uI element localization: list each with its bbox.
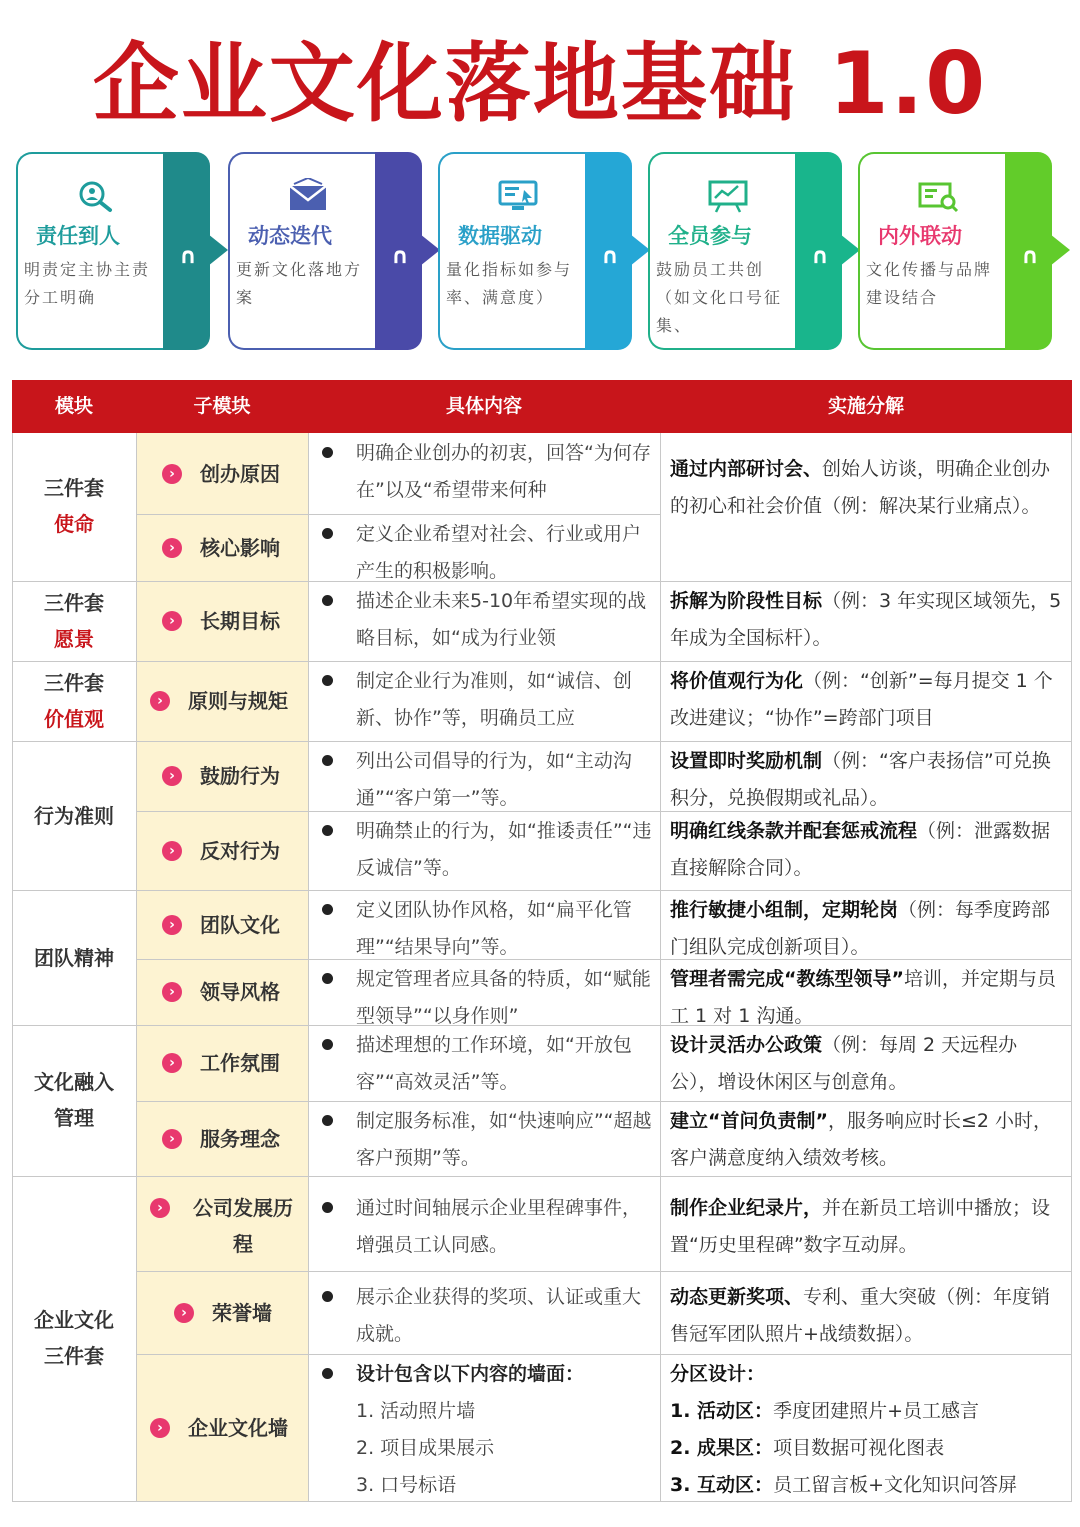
impl-highlight: 拆解为阶段性目标	[670, 590, 823, 612]
card-search-icon	[916, 178, 960, 214]
module-vision	[12, 585, 136, 657]
impl-cell	[660, 581, 1072, 661]
impl-text: ，服务响应时长≤2 小时，客户满意度纳入绩效考核。	[670, 1110, 1053, 1169]
module-label: 文化融入	[34, 1070, 114, 1094]
impl-highlight: 推行敏捷小组制，定期轮岗	[670, 899, 899, 921]
impl-text: （例：“创新”=每月提交 1 个改进建议；“协作”=跨部门项目	[670, 670, 1053, 729]
submodule-label: 创办原因	[200, 461, 280, 486]
submodule-label: 企业文化墙	[188, 1416, 288, 1440]
arrow-right-icon	[420, 234, 440, 266]
chevron-right-icon: ›	[162, 766, 182, 786]
impl-text: 培训，并定期与员工 1 对 1 沟通。	[670, 968, 1056, 1025]
submodule-cell	[136, 1271, 308, 1354]
impl-text: （例：“客户表扬信”可兑换积分，兑换假期或礼品）。	[670, 750, 1051, 809]
flow-card-participation	[648, 152, 848, 350]
module-label: 三件套	[44, 591, 104, 615]
impl-highlight: 管理者需完成“教练型领导”	[670, 968, 904, 990]
module-label: 三件套	[44, 476, 104, 500]
content-cell	[308, 890, 660, 959]
submodule-cell	[136, 959, 308, 1025]
bullet-icon	[322, 973, 333, 984]
impl-cell	[660, 1025, 1072, 1101]
content-cell	[308, 514, 660, 581]
arrow-right-icon	[1050, 234, 1070, 266]
header-implementation: 实施分解	[827, 395, 904, 417]
impl-highlight: 将价值观行为化	[670, 670, 804, 692]
content-cell	[308, 581, 660, 661]
content-item: 1. 活动照片墙	[356, 1400, 476, 1422]
submodule-cell	[136, 1025, 308, 1101]
content-cell	[308, 1354, 660, 1502]
header-content: 具体内容	[445, 395, 522, 417]
submodule-label: 原则与规矩	[188, 689, 288, 713]
submodule-cell	[136, 433, 308, 514]
flow-card-linkage	[858, 152, 1058, 350]
content-text: 明确禁止的行为，如“推诿责任”“违反诚信”等。	[356, 820, 652, 879]
module-mission	[12, 470, 136, 542]
impl-text: 创始人访谈，明确企业创办的初心和社会价值（例：解决某行业痛点）。	[670, 458, 1051, 517]
monitor-cursor-icon	[496, 178, 540, 214]
submodule-label: 领导风格	[200, 980, 280, 1004]
submodule-label: 长期目标	[200, 609, 280, 633]
module-label-highlight: 价值观	[44, 707, 104, 731]
module-label: 行为准则	[34, 804, 114, 828]
content-cell	[308, 1271, 660, 1354]
flow-card-body	[228, 152, 378, 350]
arch-icon: ∩	[601, 244, 619, 269]
bullet-icon	[322, 904, 333, 915]
impl-text: 专利、重大突破（例：年度销售冠军团队照片+战绩数据）。	[670, 1286, 1051, 1345]
content-text: 展示企业获得的奖项、认证或重大成就。	[356, 1286, 642, 1345]
impl-text: （例：3 年实现区域领先，5 年成为全国标杆）。	[670, 590, 1062, 649]
impl-item-label: 1. 活动区：	[670, 1400, 774, 1422]
module-label-highlight: 愿景	[54, 627, 94, 651]
flow-card-desc: 量化指标如参与率、满意度）	[446, 260, 573, 307]
module-management	[12, 1064, 136, 1136]
content-title: 设计包含以下内容的墙面：	[356, 1363, 585, 1385]
flow-card-desc: 文化传播与品牌建设结合	[866, 260, 993, 307]
impl-cell	[660, 433, 1072, 581]
impl-item-text: 项目数据可视化图表	[773, 1437, 945, 1459]
content-cell	[308, 741, 660, 811]
impl-highlight: 制作企业纪录片，	[670, 1197, 823, 1219]
impl-cell	[660, 959, 1072, 1025]
magnifier-person-icon	[74, 178, 118, 214]
flow-card-responsibility	[16, 152, 216, 350]
impl-text: （例：泄露数据直接解除合同）。	[670, 820, 1051, 879]
impl-cell	[660, 741, 1072, 811]
flow-card-title: 动态迭代	[248, 224, 332, 248]
impl-text: （例：每季度跨部门组队完成创新项目）。	[670, 899, 1051, 958]
content-text: 制定服务标准，如“快速响应”“超越客户预期”等。	[356, 1110, 652, 1169]
impl-cell	[660, 1176, 1072, 1271]
submodule-cell	[136, 661, 308, 741]
impl-text: 并在新员工培训中播放；设置“历史里程碑”数字互动屏。	[670, 1197, 1051, 1256]
impl-highlight: 动态更新奖项、	[670, 1286, 804, 1308]
impl-highlight: 明确红线条款并配套惩戒流程	[670, 820, 918, 842]
chevron-right-icon: ›	[150, 1418, 170, 1438]
content-text: 通过时间轴展示企业里程碑事件，增强员工认同感。	[356, 1197, 642, 1256]
flow-card-desc: 明责定主协主责分工明确	[24, 260, 151, 307]
bullet-icon	[322, 1039, 333, 1050]
impl-highlight: 设计灵活办公政策	[670, 1034, 823, 1056]
arch-icon: ∩	[179, 244, 197, 269]
impl-cell	[660, 1354, 1072, 1502]
impl-cell	[660, 890, 1072, 959]
content-cell	[308, 1025, 660, 1101]
impl-cell	[660, 1101, 1072, 1176]
table-header	[12, 380, 1072, 433]
arch-icon: ∩	[1021, 244, 1039, 269]
chevron-right-icon: ›	[162, 915, 182, 935]
impl-text: （例：每周 2 天远程办公），增设休闲区与创意角。	[670, 1034, 1018, 1093]
flow-card-title: 数据驱动	[458, 224, 542, 248]
submodule-cell	[136, 890, 308, 959]
bullet-icon	[322, 1291, 333, 1302]
flow-card-body	[648, 152, 798, 350]
content-cell	[308, 1101, 660, 1176]
impl-cell	[660, 811, 1072, 890]
module-conduct	[12, 798, 136, 834]
submodule-label: 核心影响	[200, 535, 280, 560]
flow-card-data-driven	[438, 152, 638, 350]
arch-icon: ∩	[391, 244, 409, 269]
module-label: 管理	[54, 1106, 94, 1130]
flow-card-title: 内外联动	[878, 224, 962, 248]
content-item: 2. 项目成果展示	[356, 1437, 495, 1459]
bullet-icon	[322, 1368, 333, 1379]
bullet-icon	[322, 1202, 333, 1213]
content-text: 描述企业未来5-10年希望实现的战略目标，如“成为行业领	[356, 590, 647, 649]
page-title: 企业文化落地基础 1.0	[92, 34, 988, 134]
impl-highlight: 设置即时奖励机制	[670, 750, 823, 772]
content-text: 制定企业行为准则，如“诚信、创新、协作”等，明确员工应	[356, 670, 632, 729]
submodule-cell	[136, 581, 308, 661]
module-label: 三件套	[44, 671, 104, 695]
submodule-label: 公司发展历程	[193, 1196, 293, 1256]
chevron-right-icon: ›	[162, 841, 182, 861]
envelope-icon	[286, 178, 330, 214]
header-module: 模块	[54, 395, 93, 417]
submodule-label: 荣誉墙	[212, 1300, 272, 1325]
content-text: 列出公司倡导的行为，如“主动沟通”“客户第一”等。	[356, 750, 632, 809]
content-cell	[308, 433, 660, 514]
arrow-right-icon	[840, 234, 860, 266]
chevron-right-icon: ›	[162, 611, 182, 631]
bullet-icon	[322, 675, 333, 686]
impl-highlight: 通过内部研讨会、	[670, 458, 823, 480]
content-cell	[308, 959, 660, 1025]
submodule-cell	[136, 741, 308, 811]
submodule-label: 团队文化	[200, 912, 280, 937]
impl-item-text: 季度团建照片+员工感言	[773, 1400, 979, 1422]
content-text: 描述理想的工作环境，如“开放包容”“高效灵活”等。	[356, 1034, 632, 1093]
module-label-highlight: 使命	[54, 512, 94, 536]
chevron-right-icon: ›	[150, 691, 170, 711]
chevron-right-icon: ›	[162, 1129, 182, 1149]
bullet-icon	[322, 528, 333, 539]
module-label: 三件套	[44, 1344, 104, 1368]
submodule-label: 服务理念	[200, 1126, 280, 1151]
impl-highlight: 建立“首问负责制”	[670, 1110, 828, 1132]
module-label: 团队精神	[34, 946, 114, 970]
content-cell	[308, 1176, 660, 1271]
submodule-cell	[136, 1101, 308, 1176]
impl-item-label: 2. 成果区：	[670, 1437, 774, 1459]
bullet-icon	[322, 1115, 333, 1126]
submodule-label: 反对行为	[200, 838, 280, 863]
impl-cell	[660, 661, 1072, 741]
chevron-right-icon: ›	[174, 1303, 194, 1323]
bullet-icon	[322, 755, 333, 766]
flow-card-desc: 鼓励员工共创（如文化口号征集、	[656, 260, 783, 335]
content-cell	[308, 811, 660, 890]
submodule-label: 鼓励行为	[200, 764, 280, 788]
bullet-icon	[322, 825, 333, 836]
arrow-right-icon	[208, 234, 228, 266]
chevron-right-icon: ›	[162, 1053, 182, 1073]
impl-item-label: 3. 互动区：	[670, 1474, 774, 1496]
module-team-spirit	[12, 940, 136, 976]
submodule-label: 工作氛围	[200, 1051, 280, 1075]
bullet-icon	[322, 447, 333, 458]
impl-cell	[660, 1271, 1072, 1354]
flow-card-desc: 更新文化落地方案	[236, 260, 363, 307]
content-text: 规定管理者应具备的特质，如“赋能型领导”“以身作则”	[356, 968, 651, 1025]
flow-card-body	[858, 152, 1008, 350]
impl-item-text: 员工留言板+文化知识问答屏	[773, 1474, 1017, 1496]
flow-card-iteration	[228, 152, 428, 350]
submodule-cell	[136, 1176, 308, 1271]
chevron-right-icon: ›	[162, 982, 182, 1002]
flow-card-body	[438, 152, 588, 350]
content-item: 3. 口号标语	[356, 1474, 457, 1496]
module-label: 企业文化	[34, 1308, 114, 1332]
submodule-cell	[136, 514, 308, 581]
bullet-icon	[322, 595, 333, 606]
chevron-right-icon: ›	[162, 538, 182, 558]
module-values	[12, 665, 136, 737]
flow-card-title: 全员参与	[668, 224, 752, 248]
presentation-chart-icon	[706, 178, 750, 214]
flow-card-title: 责任到人	[36, 224, 120, 248]
content-text: 定义企业希望对社会、行业或用户产生的积极影响。	[356, 523, 642, 581]
submodule-cell	[136, 1354, 308, 1502]
chevron-right-icon: ›	[150, 1198, 170, 1218]
module-culture-set	[12, 1302, 136, 1374]
submodule-cell	[136, 811, 308, 890]
culture-table	[12, 380, 1072, 1502]
flow-card-body	[16, 152, 166, 350]
header-submodule: 子模块	[193, 395, 251, 417]
content-text: 明确企业创办的初衷，回答“为何存在”以及“希望带来何种	[356, 442, 651, 501]
arch-icon: ∩	[811, 244, 829, 269]
impl-highlight: 分区设计：	[670, 1363, 766, 1385]
content-cell	[308, 661, 660, 741]
content-text: 定义团队协作风格，如“扁平化管理”“结果导向”等。	[356, 899, 632, 958]
chevron-right-icon: ›	[162, 464, 182, 484]
arrow-right-icon	[630, 234, 650, 266]
